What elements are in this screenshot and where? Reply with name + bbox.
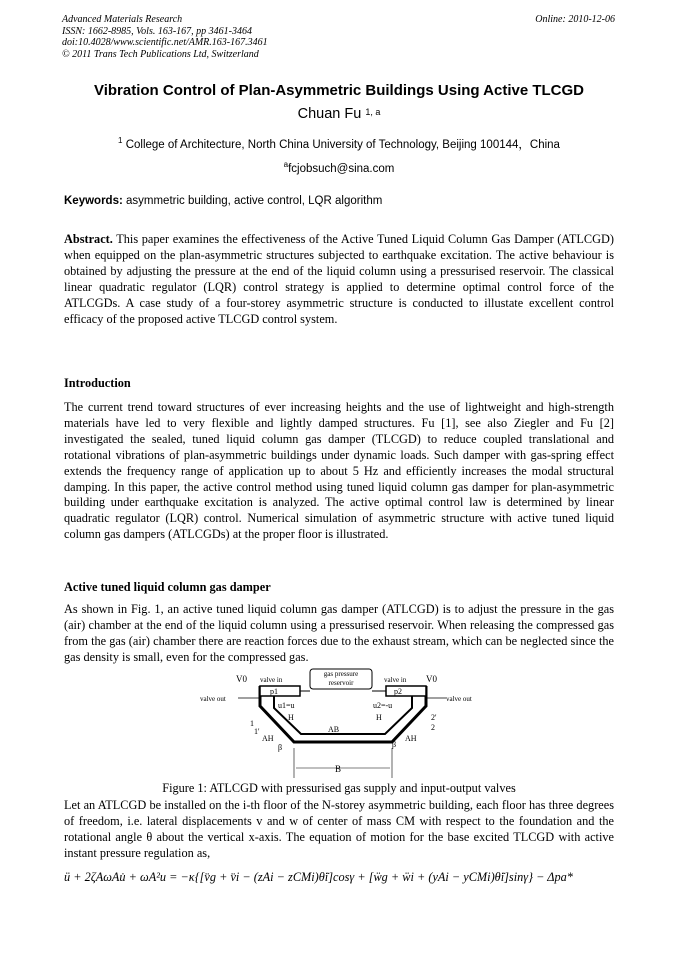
email-address: fcjobsuch@sina.com	[288, 162, 395, 175]
valve-out-right: valve out	[446, 695, 472, 703]
ab-label: AB	[328, 725, 340, 734]
beta-left: β	[278, 743, 283, 752]
copyright-line: © 2011 Trans Tech Publications Ltd, Switzerland	[62, 48, 259, 60]
keywords-text: asymmetric building, active control, LQR algorithm	[126, 195, 383, 207]
reservoir-label-1: gas pressure	[323, 670, 359, 678]
atlcgd-figure	[198, 668, 480, 782]
section-text: As shown in Fig. 1, an active tuned liquid column gas damper (ATLCGD) is to adjust the pressure in the gas (air) chamber at the end of the liquid column using a pressurised reservoir. When releasing the compressed gas from the gas (air) chamber there are reaction forces due to the exhaust stream, which can be neglected since the gas density is small, even for the compressed gas.	[64, 602, 614, 664]
doi-line: doi:10.4028/www.scientific.net/AMR.163-167.3461	[62, 37, 268, 48]
beta-right: β	[392, 740, 397, 749]
email-sup: a	[283, 160, 289, 169]
reservoir-label-2: reservoir	[328, 679, 354, 687]
journal-header	[62, 14, 615, 60]
affiliation-text: College of Architecture, North China University of Technology, Beijing 100144，China	[125, 139, 560, 151]
section-heading: Active tuned liquid column gas damper	[64, 580, 271, 594]
paper-title: Vibration Control of Plan-Asymmetric Buildings Using Active TLCGD	[93, 82, 585, 99]
u2-label: u2=-u	[373, 701, 393, 710]
chamber-right	[386, 686, 426, 696]
v0-left: V0	[236, 674, 247, 684]
valve-out-left: valve out	[200, 695, 226, 703]
author-line	[40, 106, 638, 122]
label-1-prime: 1'	[254, 727, 260, 736]
u1-label: u1=u	[278, 701, 295, 710]
valve-in-right: valve in	[384, 676, 407, 684]
journal-name: Advanced Materials Research	[62, 14, 183, 25]
author-name: Chuan Fu	[297, 106, 362, 122]
ah-left: AH	[262, 734, 274, 743]
v0-right: V0	[426, 674, 437, 684]
email-line	[40, 160, 638, 175]
abstract-text: This paper examines the effectiveness of the Active Tuned Liquid Column Gas Damper (ATLCGD) when equipped on the plan-asymmetric structures subjected to earthquake excitation. The active behaviour is obtained by adjusting the pressure at the end of the liquid column using a pressurised reservoir. The classical linear quadratic regulator (LQR) control strategy is applied to determine optimal control force of the ATLCGDs. A case study of a four-storey asymmetric structure is conducted to illustate excellent control efficacy of the proposed active TLCGD control system.	[64, 232, 614, 326]
affiliation	[40, 136, 638, 152]
ah-right: AH	[405, 734, 417, 743]
body-text: Let an ATLCGD be installed on the i-th floor of the N-storey asymmetric building, each floor has three degrees of freedom, i.e. lateral displacements v and w of center of mass CM with respect to the foundation and the rotational angle θ about the vertical x-axis. The equation of motion for the base excited TLCGD with active instant pressure regulation as,	[64, 798, 614, 860]
h-right: H	[376, 713, 382, 722]
abstract	[64, 232, 614, 327]
introduction-text: The current trend toward structures of ever increasing heights and the use of lightweight and high-strength materials have led to very flexible and lightly damped structures. Fu [1], see also Ziegler and Fu [2] investigated the sealed, tuned liquid column gas damper (TLCGD) to reduce coupled translational and rotational vibrations of plan-asymmetric buildings under dynamic loads. Such damper with gas-spring effect extends the frequency range of application up to about 5 Hz and efficiently increases the modal structural damping. In this paper, the active control method using tuned liquid column gas damper for plan-asymmetric building under earthquake excitation is analyzed. The active optimal control law is determined by linear quadratic regulator (LQR) control. Numerical simulation of asymmetric structure with active tuned liquid column gas dampers (ATLCGDs) at the proper floor is illustrated.	[64, 400, 614, 542]
chamber-left	[260, 686, 300, 696]
h-left: H	[288, 713, 294, 722]
valve-in-left: valve in	[260, 676, 283, 684]
figure-caption: Figure 1: ATLCGD with pressurised gas supply and input-output valves	[162, 781, 516, 795]
label-2-prime: 2'	[431, 713, 437, 722]
online-date: Online: 2010-12-06	[535, 14, 615, 25]
equation-of-motion: ü + 2ζAωAu̇ + ωA²u = −κ{[v̈g + v̈i − (zAi − zCMi)θ̈i]cosγ + [ẅg + ẅi + (yAi − yCMi)θ̈i]sinγ} − Δpa*	[64, 870, 573, 884]
author-sup: 1, a	[365, 107, 381, 117]
p2-label: p2	[394, 687, 402, 696]
keywords-label: Keywords:	[64, 195, 123, 207]
abstract-label: Abstract.	[64, 232, 113, 246]
label-2: 2	[431, 723, 435, 732]
introduction-heading: Introduction	[64, 376, 131, 390]
dim-b-label: B	[334, 764, 342, 774]
issn-line: ISSN: 1662-8985, Vols. 163-167, pp 3461-3464	[62, 25, 252, 37]
p1-label: p1	[270, 687, 278, 696]
affiliation-sup: 1	[118, 136, 123, 146]
keywords	[64, 195, 614, 207]
label-1: 1	[250, 719, 254, 728]
